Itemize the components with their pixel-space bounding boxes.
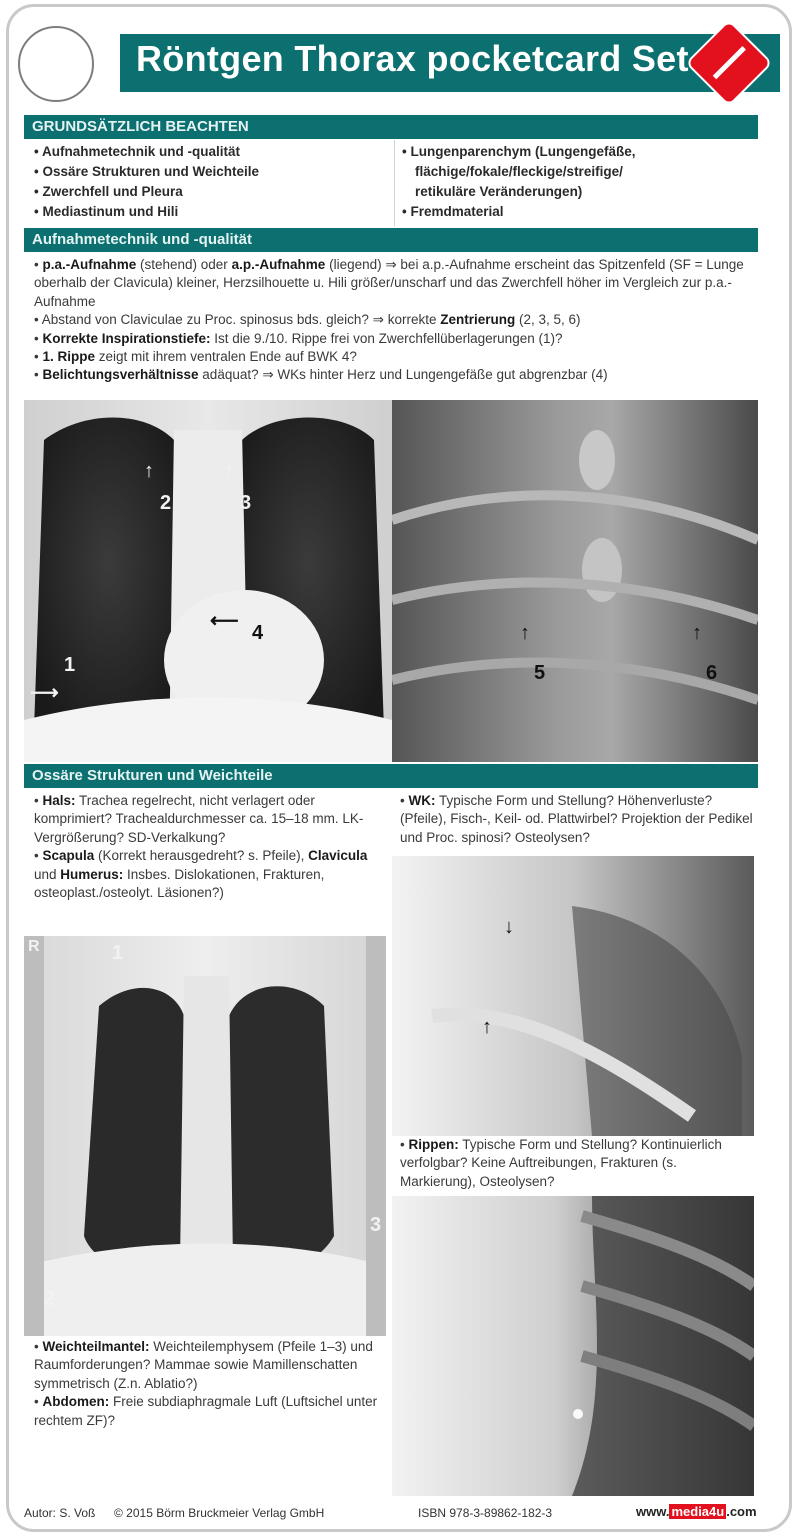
footer-website-link[interactable]: www. media4u .com <box>636 1504 757 1519</box>
page-title: Röntgen Thorax pocketcard Set <box>136 38 689 79</box>
arrow-up-icon: ↑ <box>482 1016 492 1038</box>
list-item: • Hals: Trachea regelrecht, nicht verlagert oder komprimiert? Trachealdurchmesser ca. 15–18 mm. LK-Vergrößerung? SD-Verkalkung? <box>34 793 364 845</box>
marker-label: 2 <box>160 492 172 514</box>
marker-label: 1 <box>64 654 76 676</box>
list-item: • Ossäre Strukturen und Weichteile <box>34 164 260 179</box>
section-heading-technique: Aufnahmetechnik und -qualität <box>24 228 758 252</box>
arrow-up-icon: ↑ <box>520 622 530 644</box>
arrow-down-icon: ↓ <box>504 916 514 938</box>
list-item: • Zwerchfell und Pleura <box>34 184 183 199</box>
technique-text <box>34 256 756 385</box>
xray-rib-detail <box>392 1196 754 1496</box>
column-divider <box>394 140 395 226</box>
basics-list-right <box>402 142 636 222</box>
marker-label: 5 <box>534 662 546 684</box>
section-heading-bones: Ossäre Strukturen und Weichteile <box>24 764 758 788</box>
list-item: retikuläre Veränderungen) <box>415 184 583 199</box>
punch-hole <box>18 26 94 102</box>
list-item: flächige/fokale/fleckige/streifige/ <box>415 164 623 179</box>
list-item: • Weichteilmantel: Weichteilemphysem (Pfeile 1–3) und Raumforderungen? Mammae sowie Mamillenschatten symmetrisch (Z.n. Ablatio?) <box>34 1339 373 1391</box>
arrow-up-icon: ↑ <box>144 460 154 482</box>
basics-list-left <box>34 142 259 222</box>
list-item: • 1. Rippe zeigt mit ihrem ventralen Ende auf BWK 4? <box>34 349 357 365</box>
xray-spine-detail <box>392 400 758 762</box>
xray-pa-chest <box>24 400 392 762</box>
list-item: • Rippen: Typische Form und Stellung? Kontinuierlich verfolgbar? Keine Auftreibungen, Frakturen (s. Markierung), Osteolysen? <box>400 1137 722 1189</box>
xray-chest-ribs <box>24 936 386 1336</box>
marker-label: R <box>28 938 40 955</box>
list-item: • WK: Typische Form und Stellung? Höhenverluste? (Pfeile), Fisch-, Keil- od. Plattwirbel? Projektion der Pedikel und Proc. spinosi? Osteolysen? <box>400 793 753 845</box>
list-item: • Abstand von Claviculae zu Proc. spinosus bds. gleich? ⇒ korrekte Zentrierung (2, 3, 5, 6) <box>34 312 581 328</box>
marker-label: 2 <box>44 1288 56 1310</box>
arrow-up-icon: ↑ <box>692 622 702 644</box>
bones-text-right <box>400 792 756 847</box>
list-item: • Belichtungsverhältnisse adäquat? ⇒ WKs hinter Herz und Lungengefäße gut abgrenzbar (4) <box>34 367 608 383</box>
list-item: • Abdomen: Freie subdiaphragmale Luft (Luftsichel unter rechtem ZF)? <box>34 1394 378 1428</box>
soft-tissue-text <box>34 1338 390 1430</box>
footer-copyright: © 2015 Börm Bruckmeier Verlag GmbH <box>114 1506 325 1520</box>
list-item: • Scapula (Korrekt herausgedreht? s. Pfeile), Clavicula und Humerus: Insbes. Dislokationen, Frakturen, osteoplast./osteolyt. Läsionen?) <box>34 848 368 901</box>
arrow-left-icon: ⟵ <box>210 610 239 632</box>
list-item: • Lungenparenchym (Lungengefäße, <box>402 144 636 159</box>
list-item: • Aufnahmetechnik und -qualität <box>34 144 240 159</box>
arrow-up-icon: ↑ <box>224 460 234 482</box>
list-item: • Mediastinum und Hili <box>34 204 179 219</box>
section-heading-basics: GRUNDSÄTZLICH BEACHTEN <box>24 115 758 139</box>
arrow-right-icon: ⟶ <box>30 682 59 704</box>
marker-label: 1 <box>112 942 124 964</box>
marker-label: 6 <box>706 662 718 684</box>
marker-label: 3 <box>240 492 252 514</box>
list-item: • p.a.-Aufnahme (stehend) oder a.p.-Aufnahme (liegend) ⇒ bei a.p.-Aufnahme erscheint das Spitzenfeld (SF = Lunge oberhalb der Clavicula) kleiner, Herzsilhouette u. Hili größer/unscharf und das Zwerchfell höher im Vergleich zur p.a.-Aufnahme <box>34 257 744 309</box>
ribs-text <box>400 1136 756 1191</box>
bones-text-left <box>34 792 384 902</box>
marker-label: 4 <box>252 622 264 644</box>
marker-label: 3 <box>370 1214 382 1236</box>
list-item: • Fremdmaterial <box>402 204 504 219</box>
footer-isbn: ISBN 978-3-89862-182-3 <box>418 1506 553 1520</box>
footer-author: Autor: S. Voß <box>24 1506 96 1520</box>
xray-lateral-spine <box>392 856 754 1136</box>
list-item: • Korrekte Inspirationstiefe: Ist die 9./10. Rippe frei von Zwerchfellüberlagerungen (1)? <box>34 330 563 346</box>
